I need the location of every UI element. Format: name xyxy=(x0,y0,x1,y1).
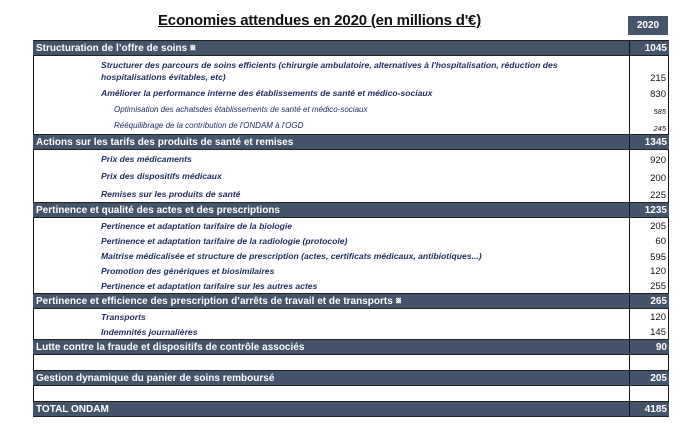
item-row xyxy=(33,185,669,202)
item-label: Prix des dispositifs médicaux xyxy=(33,167,630,185)
section-value: 90 xyxy=(655,341,667,353)
section-row-panier xyxy=(33,370,669,386)
total-row xyxy=(33,401,669,417)
section-value: 1235 xyxy=(644,204,667,216)
item-value: 60 xyxy=(630,233,669,248)
section-label: Structuration de l’offre de soins ␧ xyxy=(33,41,630,55)
title-text: Economies attendues en 2020 (en millions d'€) xyxy=(158,12,481,29)
item-label: Pertinence et adaptation tarifaire de la biologie xyxy=(33,218,630,233)
item-label: Pertinence et adaptation tarifaire sur les autres actes xyxy=(33,278,630,293)
item-row xyxy=(33,324,669,339)
item-value: 215 xyxy=(630,56,669,85)
section-value: 265 xyxy=(650,295,667,307)
item-value: 595 xyxy=(630,248,669,264)
savings-table xyxy=(33,40,669,417)
item-value: 225 xyxy=(630,185,669,202)
subitem-value: 245 xyxy=(630,117,669,134)
section-label: Actions sur les tarifs des produits de santé et remises xyxy=(33,135,630,149)
item-value: 120 xyxy=(630,264,669,278)
section-value: 205 xyxy=(650,372,667,384)
item-label: Maitrise médicalisée et structure de prescription (actes, certificats médicaux, antibiotiques...) xyxy=(33,248,630,264)
item-value: 145 xyxy=(630,324,669,339)
item-label: Promotion des génériques et biosimilaires xyxy=(33,264,630,278)
blank-row xyxy=(33,355,669,370)
item-value: 120 xyxy=(630,309,669,324)
item-row xyxy=(33,264,669,278)
item-label: Remises sur les produits de santé xyxy=(33,185,630,202)
item-label: Indemnités journalières xyxy=(33,324,630,339)
item-row xyxy=(33,56,669,85)
section-row-fraude xyxy=(33,339,669,355)
item-row xyxy=(33,150,669,167)
section-label: Gestion dynamique du panier de soins remboursé xyxy=(33,371,630,385)
subitem-value: 585 xyxy=(630,101,669,117)
subitem-label: Optimisation des achatsdes établissements de santé et médico-sociaux xyxy=(33,101,630,117)
item-row xyxy=(33,85,669,101)
item-value: 205 xyxy=(630,218,669,233)
section-label: Pertinence et qualité des actes et des prescriptions xyxy=(33,203,630,217)
item-value: 255 xyxy=(630,278,669,293)
document-title xyxy=(0,12,693,29)
item-label: Améliorer la performance interne des établissements de santé et médico-sociaux xyxy=(33,85,630,101)
item-row xyxy=(33,167,669,185)
section-row-structuration xyxy=(33,40,669,56)
item-label: Structurer des parcours de soins efficients (chirurgie ambulatoire, alternatives à l'hospitalisation, réduction des hospitalisations évitables, etc) xyxy=(33,56,630,85)
item-row xyxy=(33,218,669,233)
item-value: 200 xyxy=(630,167,669,185)
item-row xyxy=(33,248,669,264)
section-value: 1045 xyxy=(644,42,667,54)
section-value: 1345 xyxy=(644,136,667,148)
subitem-row xyxy=(33,101,669,117)
item-row xyxy=(33,233,669,248)
section-label: Lutte contre la fraude et dispositifs de contrôle associés xyxy=(33,340,630,354)
section-label: Pertinence et efficience des prescription d’arrêts de travail et de transports ␧ xyxy=(33,294,630,308)
blank-row xyxy=(33,386,669,401)
subitem-row xyxy=(33,117,669,134)
item-label: Prix des médicaments xyxy=(33,150,630,167)
section-row-pertinence-qualite xyxy=(33,202,669,218)
total-label: TOTAL ONDAM xyxy=(33,402,630,416)
section-row-arrets-transports xyxy=(33,293,669,309)
item-value: 920 xyxy=(630,150,669,167)
item-row xyxy=(33,278,669,293)
total-value: 4185 xyxy=(644,403,667,415)
year-column-header: 2020 xyxy=(628,16,668,35)
item-value: 830 xyxy=(630,85,669,101)
item-row xyxy=(33,309,669,324)
section-row-tarifs xyxy=(33,134,669,150)
item-label: Pertinence et adaptation tarifaire de la radiologie (protocole) xyxy=(33,233,630,248)
item-label: Transports xyxy=(33,309,630,324)
subitem-label: Rééquilibrage de la contribution de l'ONDAM à l'OGD xyxy=(33,117,630,134)
